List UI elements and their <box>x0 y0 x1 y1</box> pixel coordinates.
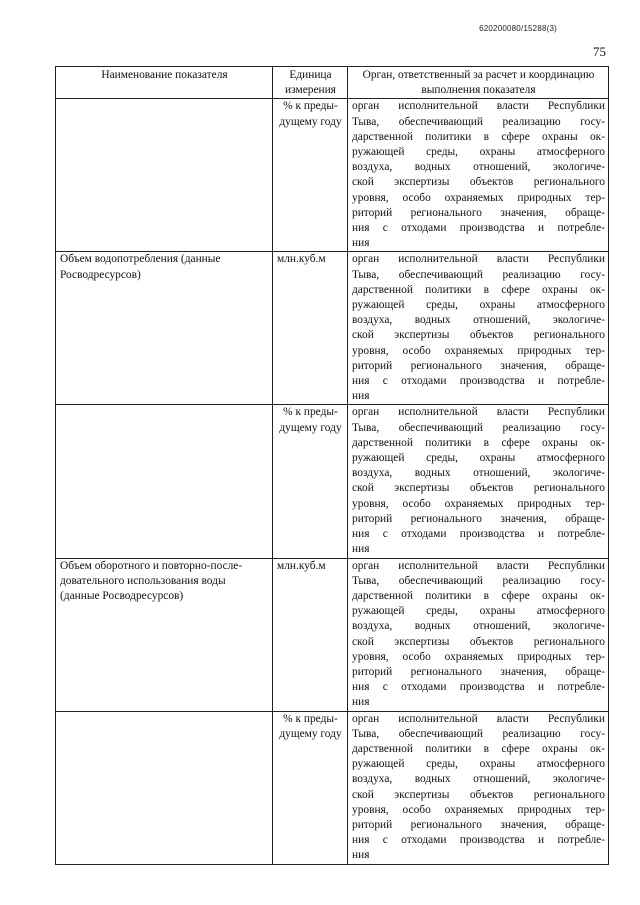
organ-text-line: воздуха, водных отношений, экологиче- <box>352 161 605 174</box>
organ-text-line: уровня, особо охраняемых природных тер- <box>352 803 605 816</box>
organ-text-line: ния <box>352 237 370 250</box>
table-row <box>56 711 609 864</box>
organ-text-line: Тыва, обеспечивающий реализацию госу- <box>352 421 605 434</box>
organ-text-line: ской экспертизы объектов регионального <box>352 482 605 495</box>
indicator-name-cell: Объем оборотного и повторно-после- довательного использования воды (данные Росводресурсов) <box>56 558 273 711</box>
organ-text-line: ния <box>352 696 370 709</box>
table-row <box>56 252 609 405</box>
indicator-name-cell: Объем водопотребления (данные Росводресурсов) <box>56 252 273 405</box>
organ-text-line: риторий регионального значения, обраще- <box>352 512 605 525</box>
organ-text-line: ружающей среды, охраны атмосферного <box>352 452 605 465</box>
organ-text-line: дарственной политики в сфере охраны ок- <box>352 742 605 755</box>
organ-text-line: уровня, особо охраняемых природных тер- <box>352 650 605 663</box>
organ-text-line: орган исполнительной власти Республики <box>352 406 605 419</box>
organ-text-line: уровня, особо охраняемых природных тер- <box>352 191 605 204</box>
organ-text-line: риторий регионального значения, обраще- <box>352 818 605 831</box>
organ-text-line: риторий регионального значения, обраще- <box>352 359 605 372</box>
organ-text-line: дарственной политики в сфере охраны ок- <box>352 436 605 449</box>
column-header-organ: Орган, ответственный за расчет и координацию выполнения показателя <box>348 67 609 99</box>
page-number: 75 <box>593 44 606 59</box>
responsible-organ-cell <box>348 558 609 711</box>
organ-text-line: ния с отходами производства и потребле- <box>352 681 605 694</box>
unit-cell: млн.куб.м <box>273 252 348 405</box>
organ-text-line: орган исполнительной власти Республики <box>352 712 605 725</box>
organ-text-line: Тыва, обеспечивающий реализацию госу- <box>352 574 605 587</box>
indicator-name-cell <box>56 711 273 864</box>
responsible-organ-cell <box>348 711 609 864</box>
organ-text-line: ской экспертизы объектов регионального <box>352 788 605 801</box>
organ-text-line: ния с отходами производства и потребле- <box>352 222 605 235</box>
organ-text-line: ния <box>352 849 370 862</box>
organ-text-line: воздуха, водных отношений, экологиче- <box>352 620 605 633</box>
organ-text-line: ской экспертизы объектов регионального <box>352 176 605 189</box>
organ-text-line: уровня, особо охраняемых природных тер- <box>352 344 605 357</box>
responsible-organ-cell <box>348 99 609 252</box>
organ-text-line: воздуха, водных отношений, экологиче- <box>352 773 605 786</box>
indicators-table <box>55 66 609 865</box>
organ-text-line: ружающей среды, охраны атмосферного <box>352 758 605 771</box>
unit-cell: % к преды- дущему году <box>273 405 348 558</box>
organ-text-line: орган исполнительной власти Республики <box>352 559 605 572</box>
organ-text-line: ружающей среды, охраны атмосферного <box>352 299 605 312</box>
responsible-organ-cell <box>348 252 609 405</box>
table-header-row <box>56 67 609 99</box>
organ-text-line: орган исполнительной власти Республики <box>352 100 605 113</box>
organ-text-line: дарственной политики в сфере охраны ок- <box>352 589 605 602</box>
column-header-name: Наименование показателя <box>56 67 273 99</box>
organ-text-line: воздуха, водных отношений, экологиче- <box>352 467 605 480</box>
table-row <box>56 558 609 711</box>
organ-text-line: ния с отходами производства и потребле- <box>352 528 605 541</box>
organ-text-line: ния <box>352 543 370 556</box>
organ-text-line: риторий регионального значения, обраще- <box>352 206 605 219</box>
responsible-organ-cell <box>348 405 609 558</box>
table-row <box>56 99 609 252</box>
document-id: 620200080/15288(3) <box>479 24 557 33</box>
organ-text-line: Тыва, обеспечивающий реализацию госу- <box>352 268 605 281</box>
indicator-name-cell <box>56 99 273 252</box>
indicator-name-cell <box>56 405 273 558</box>
unit-cell: % к преды- дущему году <box>273 711 348 864</box>
organ-text-line: ской экспертизы объектов регионального <box>352 635 605 648</box>
organ-text-line: дарственной политики в сфере охраны ок- <box>352 283 605 296</box>
organ-text-line: уровня, особо охраняемых природных тер- <box>352 497 605 510</box>
unit-cell: млн.куб.м <box>273 558 348 711</box>
unit-cell: % к преды- дущему году <box>273 99 348 252</box>
organ-text-line: дарственной политики в сфере охраны ок- <box>352 130 605 143</box>
organ-text-line: Тыва, обеспечивающий реализацию госу- <box>352 727 605 740</box>
organ-text-line: воздуха, водных отношений, экологиче- <box>352 314 605 327</box>
organ-text-line: ружающей среды, охраны атмосферного <box>352 146 605 159</box>
organ-text-line: ния <box>352 390 370 403</box>
organ-text-line: ружающей среды, охраны атмосферного <box>352 605 605 618</box>
organ-text-line: ния с отходами производства и потребле- <box>352 834 605 847</box>
organ-text-line: риторий регионального значения, обраще- <box>352 665 605 678</box>
column-header-unit: Единица измерения <box>273 67 348 99</box>
organ-text-line: Тыва, обеспечивающий реализацию госу- <box>352 115 605 128</box>
organ-text-line: ской экспертизы объектов регионального <box>352 329 605 342</box>
organ-text-line: ния с отходами производства и потребле- <box>352 375 605 388</box>
table-row <box>56 405 609 558</box>
organ-text-line: орган исполнительной власти Республики <box>352 253 605 266</box>
